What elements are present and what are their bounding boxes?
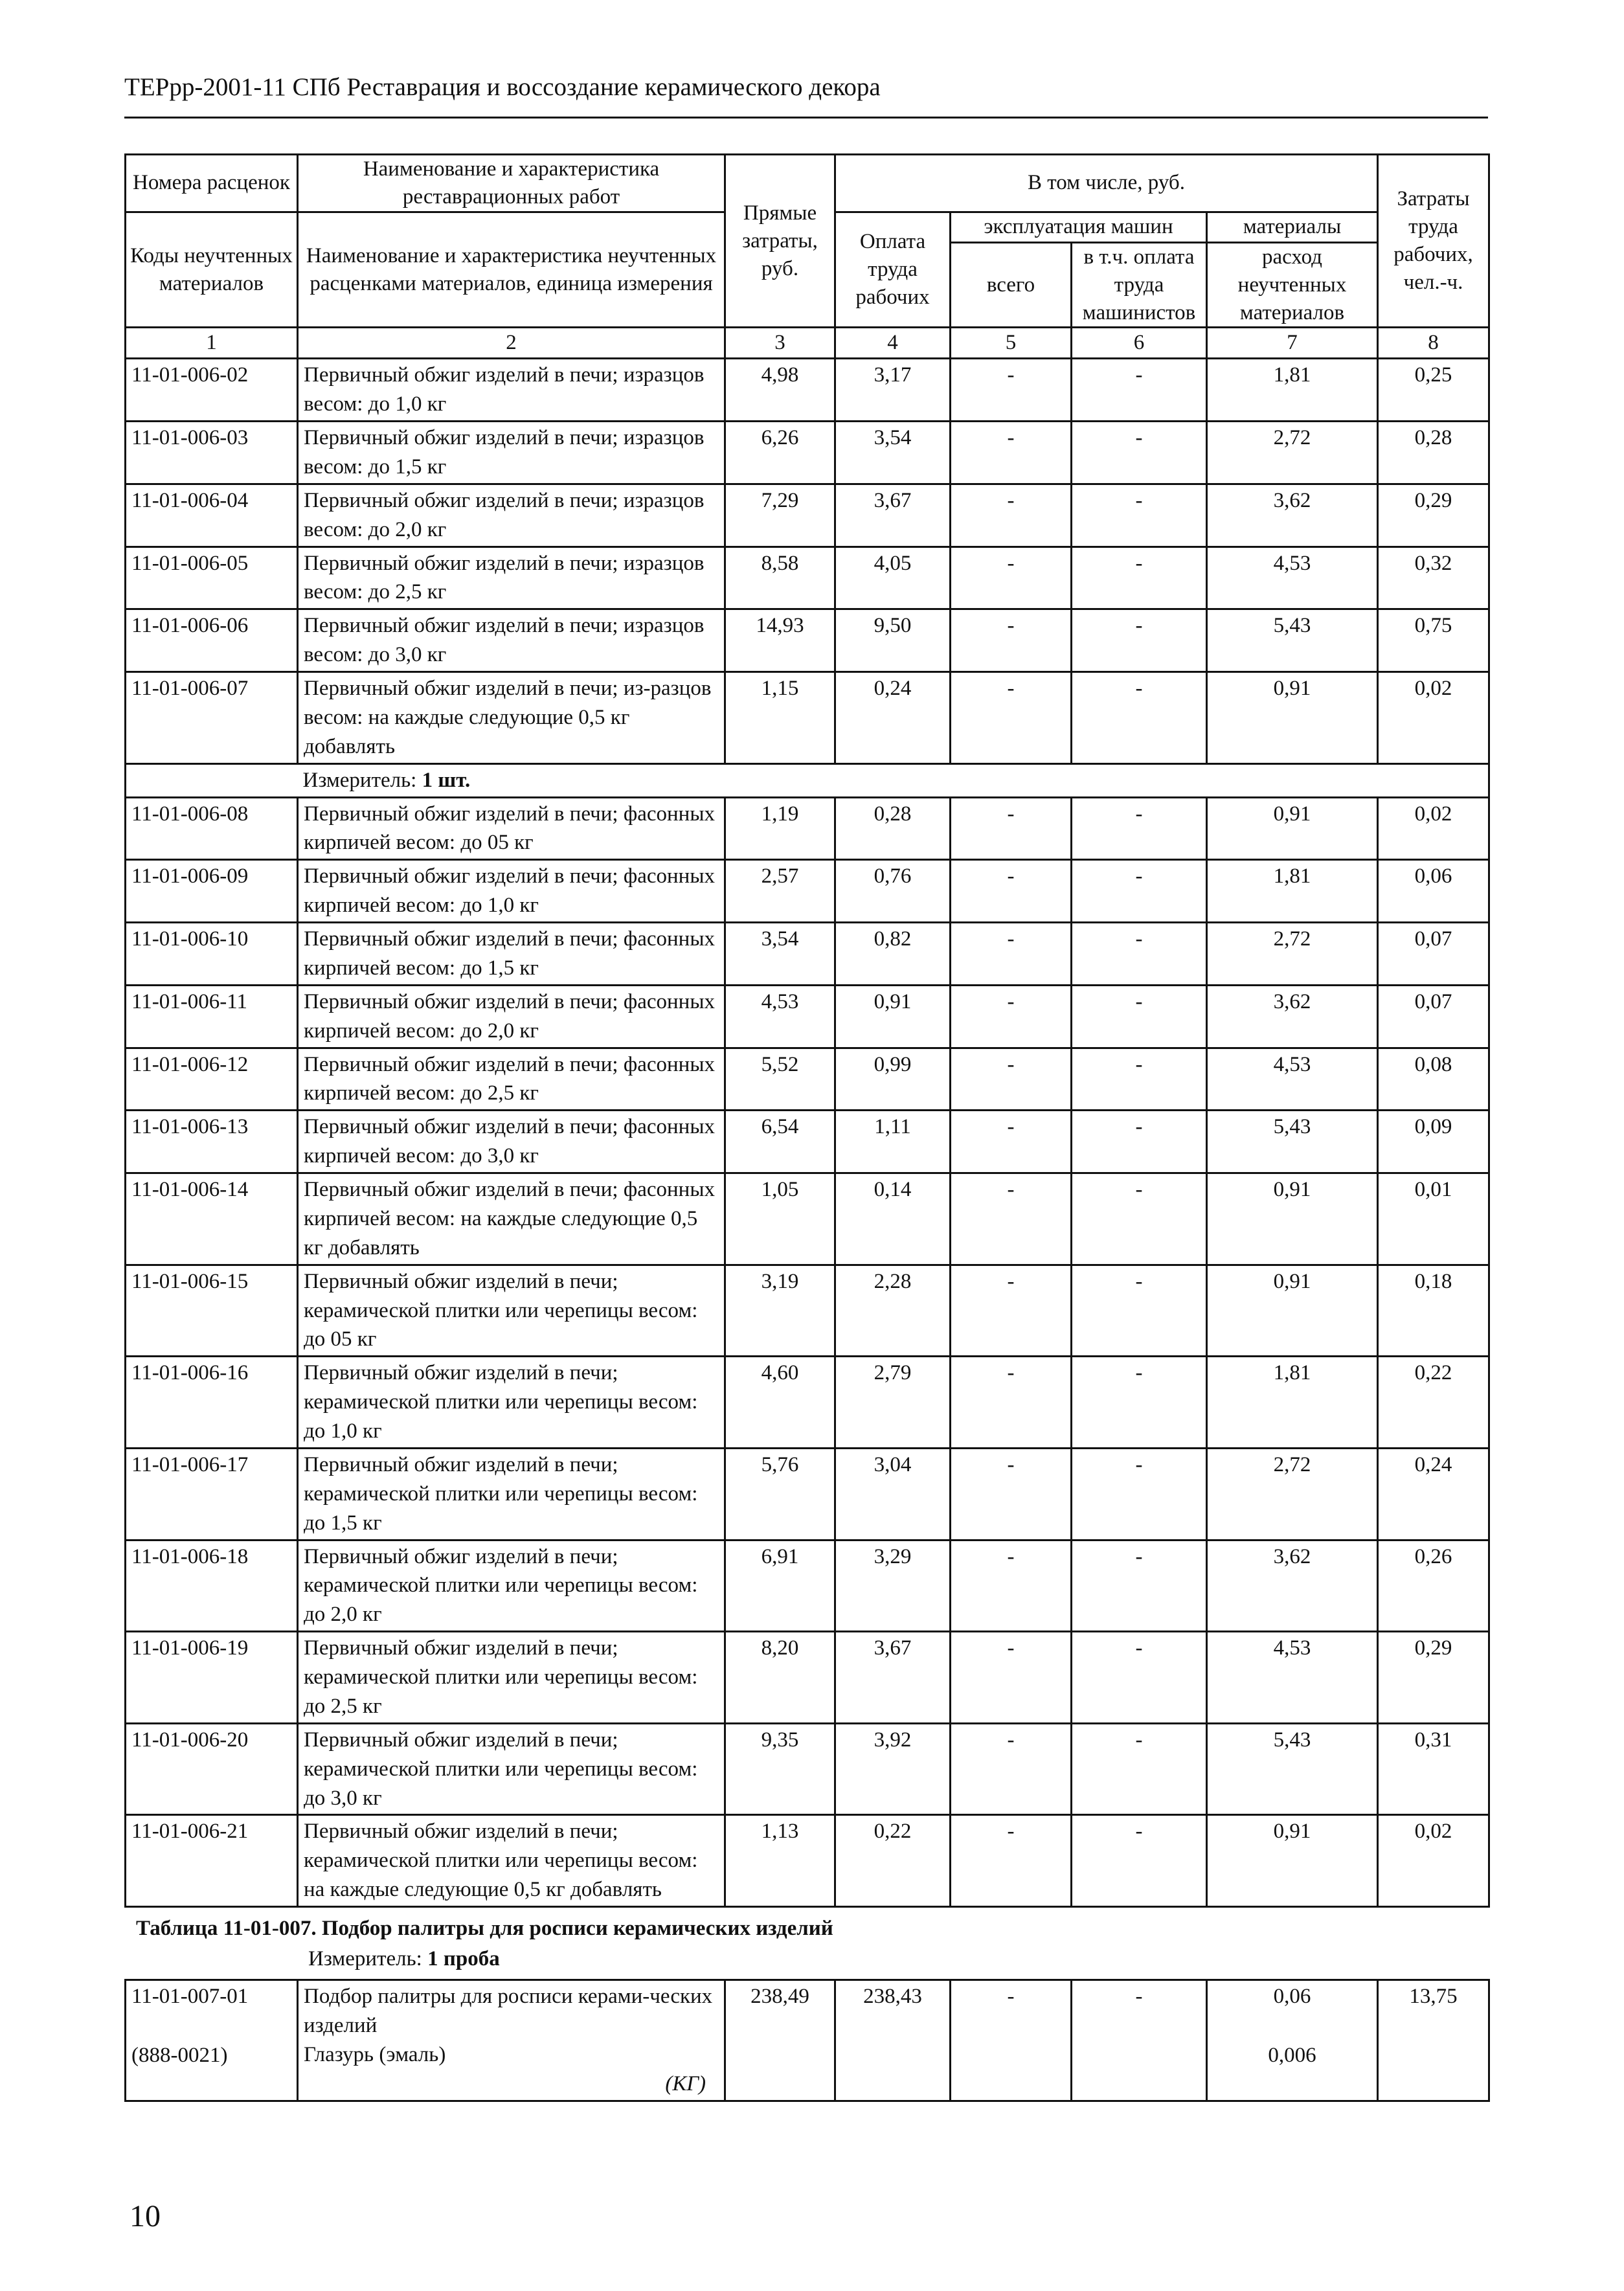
materials: 2,72 — [1207, 422, 1378, 484]
head-material-name: Наименование и характеристика неучтенных расценками материалов, единица измерения — [298, 212, 725, 328]
wages: 9,50 — [835, 609, 951, 672]
wages: 3,67 — [835, 1632, 951, 1724]
work-name-text: Подбор палитры для росписи керами-ческих изделий — [304, 1985, 713, 2037]
work-name: Первичный обжиг изделий в печи; изразцов весом: до 2,5 кг — [298, 547, 725, 609]
head-labor-costs: Затраты труда рабочих, чел.-ч. — [1378, 155, 1489, 328]
head-including-group: В том числе, руб. — [835, 155, 1378, 212]
work-name: Первичный обжиг изделий в печи; керамической плитки или черепицы весом: до 2,5 кг — [298, 1632, 725, 1724]
work-name: Первичный обжиг изделий в печи; фасонных кирпичей весом: на каждые следующие 0,5 кг добавлять — [298, 1173, 725, 1265]
rate-code: 11-01-006-09 — [126, 860, 298, 923]
rate-code — [126, 1980, 298, 2101]
wages: 3,54 — [835, 422, 951, 484]
machines-total: - — [951, 359, 1072, 422]
work-name: Первичный обжиг изделий в печи; керамической плитки или черепицы весом: до 2,0 кг — [298, 1540, 725, 1632]
direct-cost: 1,15 — [725, 672, 835, 764]
work-name: Первичный обжиг изделий в печи; фасонных кирпичей весом: до 1,0 кг — [298, 860, 725, 923]
machines-total: - — [951, 484, 1072, 547]
labor-hours: 0,75 — [1378, 609, 1489, 672]
rate-code: 11-01-006-14 — [126, 1173, 298, 1265]
work-name — [298, 1980, 725, 2101]
machines-total: - — [951, 1980, 1072, 2101]
labor-hours: 0,01 — [1378, 1173, 1489, 1265]
measure-label-cell — [298, 763, 1489, 797]
labor-hours: 0,06 — [1378, 860, 1489, 923]
material-unit: (КГ) — [665, 2071, 706, 2095]
direct-cost: 8,20 — [725, 1632, 835, 1724]
head-wages: Оплата труда рабочих — [835, 212, 951, 328]
operator-wages: - — [1072, 1173, 1207, 1265]
labor-hours: 0,24 — [1378, 1448, 1489, 1540]
materials-value: 0,06 — [1273, 1985, 1311, 2008]
operator-wages: - — [1072, 1815, 1207, 1907]
direct-cost: 14,93 — [725, 609, 835, 672]
head-direct-costs: Прямые затраты, руб. — [725, 155, 835, 328]
work-name: Первичный обжиг изделий в печи; фасонных кирпичей весом: до 05 кг — [298, 797, 725, 860]
wages: 2,28 — [835, 1265, 951, 1357]
materials: 5,43 — [1207, 1111, 1378, 1173]
head-materials: материалы — [1207, 212, 1378, 242]
operator-wages: - — [1072, 359, 1207, 422]
rate-code: 11-01-006-04 — [126, 484, 298, 547]
materials: 0,91 — [1207, 797, 1378, 860]
head-machines-total: всего — [951, 242, 1072, 328]
machines-total: - — [951, 609, 1072, 672]
operator-wages: - — [1072, 1448, 1207, 1540]
rate-code: 11-01-006-12 — [126, 1048, 298, 1111]
materials: 0,91 — [1207, 672, 1378, 764]
table-row — [126, 1048, 1489, 1111]
machines-total: - — [951, 1815, 1072, 1907]
rate-code: 11-01-006-13 — [126, 1111, 298, 1173]
direct-cost: 8,58 — [725, 547, 835, 609]
column-number: 6 — [1072, 328, 1207, 359]
labor-hours: 13,75 — [1378, 1980, 1489, 2101]
rate-code: 11-01-006-17 — [126, 1448, 298, 1540]
table-row — [126, 1448, 1489, 1540]
work-name: Первичный обжиг изделий в печи; фасонных кирпичей весом: до 1,5 кг — [298, 923, 725, 986]
machines-total: - — [951, 1448, 1072, 1540]
machines-total: - — [951, 923, 1072, 986]
rate-code: 11-01-006-11 — [126, 985, 298, 1048]
column-number: 8 — [1378, 328, 1489, 359]
wages: 0,24 — [835, 672, 951, 764]
materials: 1,81 — [1207, 1357, 1378, 1449]
materials: 3,62 — [1207, 1540, 1378, 1632]
column-number: 2 — [298, 328, 725, 359]
direct-cost: 4,53 — [725, 985, 835, 1048]
wages: 0,28 — [835, 797, 951, 860]
wages: 3,17 — [835, 359, 951, 422]
labor-hours: 0,02 — [1378, 1815, 1489, 1907]
measure-row — [126, 763, 1489, 797]
wages: 238,43 — [835, 1980, 951, 2101]
machines-total: - — [951, 672, 1072, 764]
labor-hours: 0,02 — [1378, 797, 1489, 860]
rate-code: 11-01-006-05 — [126, 547, 298, 609]
labor-hours: 0,31 — [1378, 1723, 1489, 1815]
column-number: 1 — [126, 328, 298, 359]
direct-cost: 238,49 — [725, 1980, 835, 2101]
work-name: Первичный обжиг изделий в печи; фасонных кирпичей весом: до 3,0 кг — [298, 1111, 725, 1173]
head-work-name: Наименование и характеристика реставрационных работ — [298, 155, 725, 212]
wages: 0,76 — [835, 860, 951, 923]
work-name: Первичный обжиг изделий в печи; фасонных кирпичей весом: до 2,5 кг — [298, 1048, 725, 1111]
operator-wages: - — [1072, 1980, 1207, 2101]
rate-code: 11-01-006-21 — [126, 1815, 298, 1907]
direct-cost: 6,91 — [725, 1540, 835, 1632]
rate-code: 11-01-006-18 — [126, 1540, 298, 1632]
palette-table — [124, 1979, 1490, 2102]
column-number: 4 — [835, 328, 951, 359]
direct-cost: 1,13 — [725, 1815, 835, 1907]
table-row — [126, 547, 1489, 609]
rate-code: 11-01-006-10 — [126, 923, 298, 986]
labor-hours: 0,07 — [1378, 985, 1489, 1048]
machines-total: - — [951, 1723, 1072, 1815]
labor-hours: 0,28 — [1378, 422, 1489, 484]
table-row — [126, 672, 1489, 764]
table-row — [126, 1357, 1489, 1449]
wages: 3,29 — [835, 1540, 951, 1632]
rate-code: 11-01-006-08 — [126, 797, 298, 860]
machines-total: - — [951, 547, 1072, 609]
direct-cost: 4,98 — [725, 359, 835, 422]
operator-wages: - — [1072, 985, 1207, 1048]
direct-cost: 4,60 — [725, 1357, 835, 1449]
table-row — [126, 985, 1489, 1048]
materials: 2,72 — [1207, 923, 1378, 986]
labor-hours: 0,25 — [1378, 359, 1489, 422]
machines-total: - — [951, 985, 1072, 1048]
work-name: Первичный обжиг изделий в печи; изразцов весом: до 3,0 кг — [298, 609, 725, 672]
work-name: Первичный обжиг изделий в печи; керамической плитки или черепицы весом: до 05 кг — [298, 1265, 725, 1357]
rate-code: 11-01-006-20 — [126, 1723, 298, 1815]
column-number: 3 — [725, 328, 835, 359]
measure-spacer — [126, 763, 298, 797]
rate-code: 11-01-006-07 — [126, 672, 298, 764]
direct-cost: 5,76 — [725, 1448, 835, 1540]
materials: 0,91 — [1207, 1815, 1378, 1907]
labor-hours: 0,07 — [1378, 923, 1489, 986]
work-name: Первичный обжиг изделий в печи; изразцов весом: до 1,0 кг — [298, 359, 725, 422]
column-number: 7 — [1207, 328, 1378, 359]
direct-cost: 3,54 — [725, 923, 835, 986]
wages: 0,14 — [835, 1173, 951, 1265]
rate-code: 11-01-006-15 — [126, 1265, 298, 1357]
table-row — [126, 422, 1489, 484]
rate-code: 11-01-006-19 — [126, 1632, 298, 1724]
materials: 4,53 — [1207, 547, 1378, 609]
rate-code: 11-01-006-06 — [126, 609, 298, 672]
measure-value: 1 шт. — [422, 768, 471, 792]
table2-title: Таблица 11-01-007. Подбор палитры для росписи керамических изделий — [136, 1917, 833, 1940]
table2-measure-value: 1 проба — [427, 1947, 500, 1970]
labor-hours: 0,26 — [1378, 1540, 1489, 1632]
rate-code: 11-01-006-16 — [126, 1357, 298, 1449]
machines-total: - — [951, 1632, 1072, 1724]
materials: 2,72 — [1207, 1448, 1378, 1540]
labor-hours: 0,32 — [1378, 547, 1489, 609]
operator-wages: - — [1072, 609, 1207, 672]
operator-wages: - — [1072, 860, 1207, 923]
wages: 1,11 — [835, 1111, 951, 1173]
table-row — [126, 609, 1489, 672]
labor-hours: 0,29 — [1378, 484, 1489, 547]
wages: 4,05 — [835, 547, 951, 609]
materials: 4,53 — [1207, 1048, 1378, 1111]
labor-hours: 0,22 — [1378, 1357, 1489, 1449]
operator-wages: - — [1072, 1632, 1207, 1724]
material-code: (888-0021) — [131, 2043, 228, 2067]
labor-hours: 0,09 — [1378, 1111, 1489, 1173]
operator-wages: - — [1072, 422, 1207, 484]
direct-cost: 1,05 — [725, 1173, 835, 1265]
header-rule — [124, 117, 1488, 119]
machines-total: - — [951, 422, 1072, 484]
table-row — [126, 1540, 1489, 1632]
rate-code: 11-01-006-02 — [126, 359, 298, 422]
materials: 4,53 — [1207, 1632, 1378, 1724]
direct-cost: 7,29 — [725, 484, 835, 547]
materials: 1,81 — [1207, 860, 1378, 923]
operator-wages: - — [1072, 923, 1207, 986]
table-row — [126, 1265, 1489, 1357]
table-row — [126, 484, 1489, 547]
materials — [1207, 1980, 1378, 2101]
labor-hours: 0,29 — [1378, 1632, 1489, 1724]
wages: 3,92 — [835, 1723, 951, 1815]
table-row — [126, 923, 1489, 986]
wages: 2,79 — [835, 1357, 951, 1449]
direct-cost: 9,35 — [725, 1723, 835, 1815]
work-name: Первичный обжиг изделий в печи; из-разцов весом: на каждые следующие 0,5 кг добавлять — [298, 672, 725, 764]
labor-hours: 0,08 — [1378, 1048, 1489, 1111]
head-unaccounted-materials: расход неучтенных материалов — [1207, 242, 1378, 328]
wages: 3,67 — [835, 484, 951, 547]
work-name: Первичный обжиг изделий в печи; керамической плитки или черепицы весом: до 1,5 кг — [298, 1448, 725, 1540]
wages: 0,99 — [835, 1048, 951, 1111]
materials: 5,43 — [1207, 1723, 1378, 1815]
table-row — [126, 1980, 1489, 2101]
materials: 1,81 — [1207, 359, 1378, 422]
table-row — [126, 1815, 1489, 1907]
column-number: 5 — [951, 328, 1072, 359]
rates-table — [124, 153, 1490, 1908]
rate-code-value: 11-01-007-01 — [131, 1985, 249, 2008]
machines-total: - — [951, 860, 1072, 923]
materials: 5,43 — [1207, 609, 1378, 672]
operator-wages: - — [1072, 1265, 1207, 1357]
machines-total: - — [951, 797, 1072, 860]
head-material-codes: Коды неучтенных материалов — [126, 212, 298, 328]
wages: 3,04 — [835, 1448, 951, 1540]
work-name: Первичный обжиг изделий в печи; керамической плитки или черепицы весом: до 3,0 кг — [298, 1723, 725, 1815]
operator-wages: - — [1072, 1357, 1207, 1449]
page-number: 10 — [130, 2199, 161, 2233]
head-operator-wages: в т.ч. оплата труда машинистов — [1072, 242, 1207, 328]
work-name: Первичный обжиг изделий в печи; изразцов весом: до 2,0 кг — [298, 484, 725, 547]
materials: 3,62 — [1207, 484, 1378, 547]
table2-measure-label: Измеритель: — [308, 1947, 422, 1970]
direct-cost: 6,26 — [725, 422, 835, 484]
operator-wages: - — [1072, 1723, 1207, 1815]
materials: 0,91 — [1207, 1265, 1378, 1357]
page-header-title: ТЕРрр-2001-11 СПб Реставрация и воссоздание керамического декора — [124, 73, 881, 101]
work-name: Первичный обжиг изделий в печи; фасонных кирпичей весом: до 2,0 кг — [298, 985, 725, 1048]
work-name: Первичный обжиг изделий в печи; керамической плитки или черепицы весом: на каждые следующие 0,5 кг добавлять — [298, 1815, 725, 1907]
operator-wages: - — [1072, 1048, 1207, 1111]
labor-hours: 0,18 — [1378, 1265, 1489, 1357]
direct-cost: 6,54 — [725, 1111, 835, 1173]
table-row — [126, 797, 1489, 860]
direct-cost: 5,52 — [725, 1048, 835, 1111]
head-machines: эксплуатация машин — [951, 212, 1207, 242]
materials: 0,91 — [1207, 1173, 1378, 1265]
operator-wages: - — [1072, 672, 1207, 764]
machines-total: - — [951, 1048, 1072, 1111]
machines-total: - — [951, 1540, 1072, 1632]
machines-total: - — [951, 1173, 1072, 1265]
direct-cost: 1,19 — [725, 797, 835, 860]
operator-wages: - — [1072, 484, 1207, 547]
table2-measure — [308, 1947, 500, 1971]
direct-cost: 3,19 — [725, 1265, 835, 1357]
materials: 3,62 — [1207, 985, 1378, 1048]
rate-code: 11-01-006-03 — [126, 422, 298, 484]
wages: 0,91 — [835, 985, 951, 1048]
table-row — [126, 1723, 1489, 1815]
head-rate-numbers: Номера расценок — [126, 155, 298, 212]
wages: 0,22 — [835, 1815, 951, 1907]
machines-total: - — [951, 1357, 1072, 1449]
labor-hours: 0,02 — [1378, 672, 1489, 764]
operator-wages: - — [1072, 1111, 1207, 1173]
table-row — [126, 1173, 1489, 1265]
table-row — [126, 1111, 1489, 1173]
material-name: Глазурь (эмаль) — [304, 2042, 446, 2066]
machines-total: - — [951, 1265, 1072, 1357]
table-row — [126, 860, 1489, 923]
table-row — [126, 359, 1489, 422]
table-row — [126, 1632, 1489, 1724]
work-name: Первичный обжиг изделий в печи; керамической плитки или черепицы весом: до 1,0 кг — [298, 1357, 725, 1449]
material-amount: 0,006 — [1268, 2043, 1316, 2067]
measure-label: Измеритель: — [302, 768, 417, 792]
work-name: Первичный обжиг изделий в печи; изразцов весом: до 1,5 кг — [298, 422, 725, 484]
direct-cost: 2,57 — [725, 860, 835, 923]
operator-wages: - — [1072, 547, 1207, 609]
operator-wages: - — [1072, 797, 1207, 860]
machines-total: - — [951, 1111, 1072, 1173]
operator-wages: - — [1072, 1540, 1207, 1632]
wages: 0,82 — [835, 923, 951, 986]
